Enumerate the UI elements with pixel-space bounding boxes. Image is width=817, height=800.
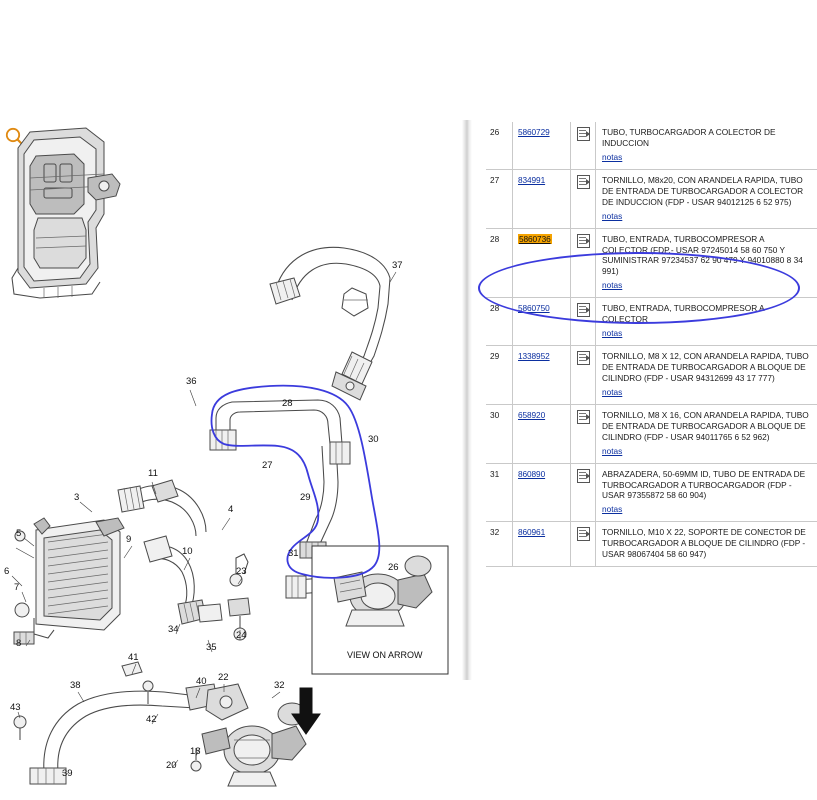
notas-link[interactable]: notas (602, 151, 623, 162)
document-icon-cell[interactable] (571, 298, 596, 346)
table-row-selected[interactable] (486, 228, 817, 298)
document-icon-cell[interactable] (571, 169, 596, 228)
diagram-svg (0, 118, 455, 779)
svg-text:10: 10 (182, 546, 193, 557)
panel-divider (462, 120, 472, 680)
part-description-cell (596, 346, 817, 405)
part-number-link[interactable]: 5860729 (518, 127, 550, 137)
notas-link[interactable]: notas (602, 386, 623, 397)
notas-link[interactable]: notas (602, 445, 623, 456)
parts-list-panel[interactable] (486, 122, 809, 682)
svg-text:29: 29 (300, 492, 311, 503)
row-index: 29 (486, 346, 513, 405)
svg-text:41: 41 (128, 652, 139, 663)
svg-text:35: 35 (206, 642, 217, 653)
svg-text:27: 27 (262, 460, 273, 471)
svg-text:26: 26 (388, 562, 399, 573)
part-number-link[interactable]: 834991 (518, 174, 546, 185)
part-description-cell (596, 122, 817, 169)
svg-text:20: 20 (166, 760, 177, 771)
svg-text:11: 11 (148, 468, 158, 479)
document-icon-cell[interactable] (571, 522, 596, 567)
svg-text:28: 28 (282, 398, 293, 409)
part-number-cell[interactable] (513, 463, 571, 522)
part-description-cell (596, 522, 817, 567)
notas-link[interactable]: notas (602, 328, 623, 339)
part-description-cell (596, 298, 817, 346)
parts-table (486, 122, 817, 567)
svg-text:5: 5 (16, 528, 22, 539)
part-description: TUBO, TURBOCARGADOR A COLECTOR DE INDUCCION (602, 127, 776, 148)
svg-text:7: 7 (14, 582, 20, 593)
document-icon-cell[interactable] (571, 463, 596, 522)
notas-link[interactable]: notas (602, 504, 623, 515)
svg-text:8: 8 (16, 638, 22, 649)
table-row[interactable] (486, 298, 817, 346)
document-icon-cell[interactable] (571, 346, 596, 405)
row-index: 32 (486, 522, 513, 567)
svg-text:23: 23 (236, 566, 247, 577)
svg-text:37: 37 (392, 260, 403, 271)
row-index: 26 (486, 122, 513, 169)
part-number-cell[interactable] (513, 122, 571, 169)
svg-text:3: 3 (74, 492, 80, 503)
intercooler (14, 518, 124, 644)
part-number-link[interactable]: 860961 (518, 527, 546, 538)
notas-link[interactable]: notas (602, 280, 623, 291)
svg-text:30: 30 (368, 434, 379, 445)
svg-text:42: 42 (146, 714, 157, 725)
row-index: 31 (486, 463, 513, 522)
document-icon[interactable] (577, 527, 590, 541)
part-number-cell[interactable] (513, 228, 571, 298)
document-icon[interactable] (577, 469, 590, 483)
table-row[interactable] (486, 122, 817, 169)
turbocharger (191, 703, 306, 786)
table-row[interactable] (486, 463, 817, 522)
part-number-link-highlighted[interactable]: 5860736 (519, 233, 551, 244)
svg-text:34: 34 (168, 624, 179, 635)
table-row[interactable] (486, 404, 817, 463)
engine-block-illustration (12, 128, 120, 298)
svg-text:32: 32 (274, 680, 285, 691)
table-row[interactable] (486, 522, 817, 567)
document-icon-cell[interactable] (571, 404, 596, 463)
row-index: 30 (486, 404, 513, 463)
svg-text:40: 40 (196, 676, 207, 687)
svg-text:31: 31 (288, 548, 299, 559)
part-number-cell[interactable] (513, 404, 571, 463)
part-description: TORNILLO, M10 X 22, SOPORTE DE CONECTOR DE TURBOCARGADOR A BLOQUE DE CILINDRO (FDP - USAR 98067404 58 60 947) (602, 527, 806, 560)
table-row[interactable] (486, 346, 817, 405)
part-number-cell[interactable] (513, 169, 571, 228)
svg-text:18: 18 (190, 746, 201, 757)
document-icon[interactable] (577, 410, 590, 424)
part-number-link[interactable]: 1338952 (518, 351, 550, 362)
part-number-link[interactable]: 5860750 (518, 303, 550, 314)
parts-table-body (486, 122, 817, 567)
svg-text:22: 22 (218, 672, 229, 683)
svg-text:39: 39 (62, 768, 73, 779)
svg-text:38: 38 (70, 680, 81, 691)
view-on-arrow-inset (292, 546, 448, 734)
svg-text:4: 4 (228, 504, 234, 515)
row-index: 27 (486, 169, 513, 228)
svg-text:6: 6 (4, 566, 10, 577)
svg-text:36: 36 (186, 376, 197, 387)
part-number-cell[interactable] (513, 346, 571, 405)
document-icon[interactable] (577, 303, 590, 317)
svg-text:43: 43 (10, 702, 21, 713)
part-description-cell (596, 463, 817, 522)
document-icon-cell[interactable] (571, 122, 596, 169)
svg-text:9: 9 (126, 534, 132, 545)
row-index: 28 (486, 228, 513, 298)
document-icon[interactable] (577, 234, 590, 248)
lower-left-tube (14, 662, 248, 784)
technical-diagram (0, 118, 455, 779)
document-icon[interactable] (577, 175, 590, 189)
document-icon-cell[interactable] (571, 228, 596, 298)
part-description-cell (596, 404, 817, 463)
table-row[interactable] (486, 169, 817, 228)
part-number-link[interactable]: 658920 (518, 409, 546, 420)
document-icon[interactable] (577, 351, 590, 365)
document-icon[interactable] (577, 127, 590, 141)
row-index: 28 (486, 298, 513, 346)
duct-37 (270, 247, 390, 400)
part-description: TORNILLO, M8 X 16, CON ARANDELA RAPIDA, TUBO DE ENTRADA DE TURBOCARGADOR A BLOQUE DE CILINDRO (FDP - USAR 94011765 6 52 962) (602, 409, 809, 442)
part-number-cell[interactable] (513, 298, 571, 346)
part-description: TUBO, ENTRADA, TURBOCOMPRESOR A COLECTOR (FDP.- USAR 97245014 58 60 750 Y SUMINISTRAR 97234537 62 90 479 Y 94010880 8 34 991) (602, 233, 803, 277)
part-description-cell (596, 228, 817, 298)
part-description-cell (596, 169, 817, 228)
part-number-cell[interactable] (513, 522, 571, 567)
part-number-link[interactable]: 860890 (518, 468, 546, 479)
svg-text:24: 24 (236, 630, 247, 641)
part-description: TUBO, ENTRADA, TURBOCOMPRESOR A COLECTOR (602, 303, 765, 325)
part-description: ABRAZADERA, 50-69MM ID, TUBO DE ENTRADA DE TURBOCARGADOR A TURBOCARGADOR (FDP - USAR 97355872 58 60 904) (602, 468, 806, 501)
notas-link[interactable]: notas (602, 210, 623, 221)
view-on-arrow-label: VIEW ON ARROW (347, 650, 423, 660)
part-description: TORNILLO, M8x20, CON ARANDELA RAPIDA, TUBO DE ENTRADA DE TURBOCARGADOR A COLECTOR DE INDUCCION (FDP - USAR 94012125 6 52 975) (602, 174, 804, 207)
part-description: TORNILLO, M8 X 12, CON ARANDELA RAPIDA, TUBO DE ENTRADA DE TURBOCARGADOR A BLOQUE DE CILINDRO (FDP - USAR 94312699 43 17 777) (602, 351, 809, 383)
